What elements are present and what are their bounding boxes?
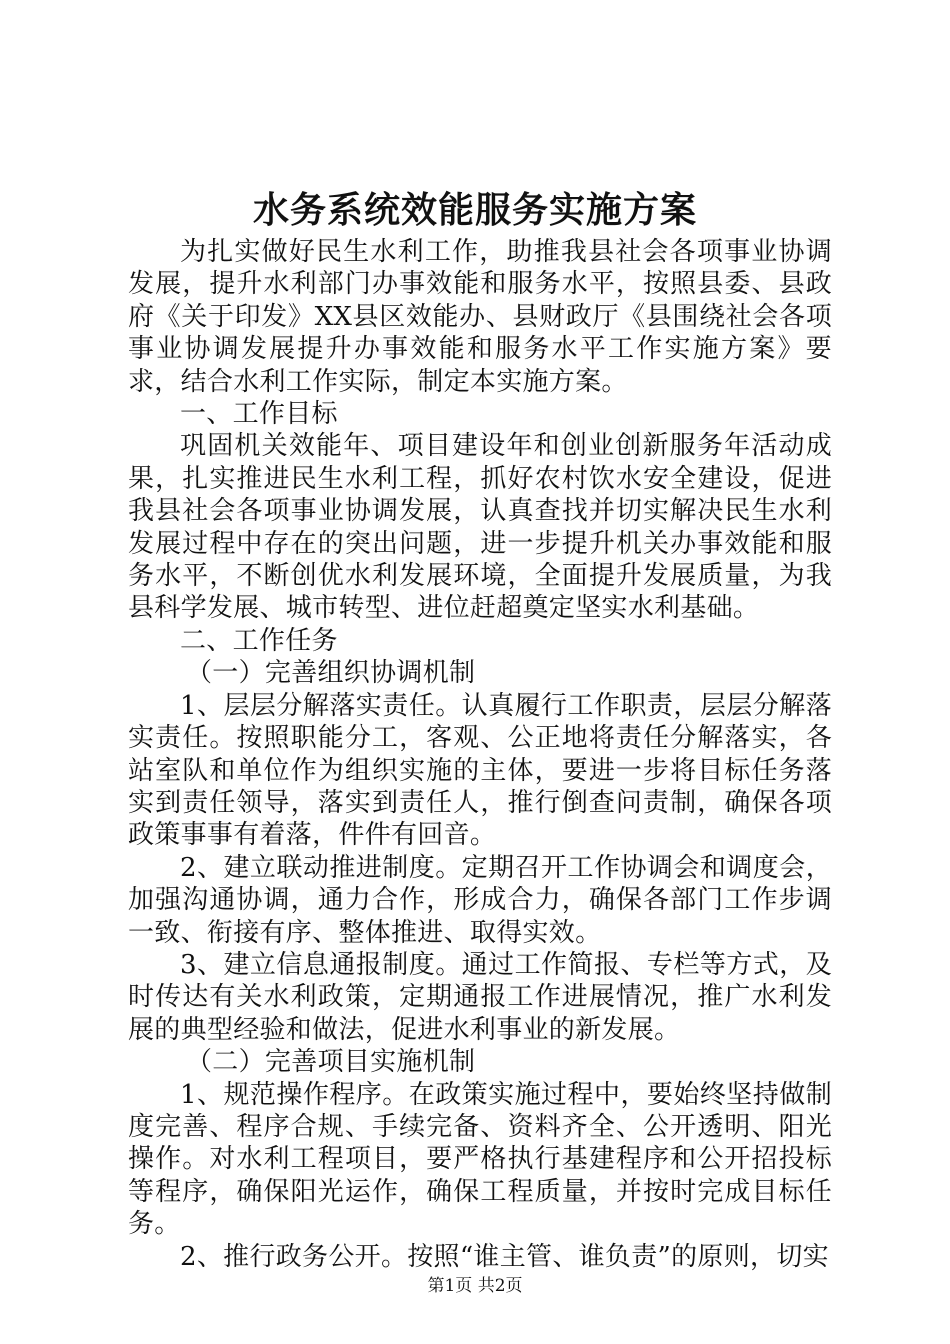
- intro-paragraph: 为扎实做好民生水利工作，助推我县社会各项事业协调发展，提升水利部门办事效能和服务水平，按照县委、县政府《关于印发》XX县区效能办、县财政厅《县围绕社会各项事业协调发展提升办事效能和服务水平工作实施方案》要求，结合水利工作实际，制定本实施方案。: [128, 237, 832, 397]
- task-paragraph-procedure: 1、规范操作程序。在政策实施过程中，要始终坚持做制度完善、程序合规、手续完备、资料齐全、公开透明、阳光操作。对水利工程项目，要严格执行基建程序和公开招投标等程序，确保阳光运作，确保工程质量，并按时完成目标任务。: [128, 1079, 832, 1240]
- subsection-heading-implementation: （二）完善项目实施机制: [186, 1047, 476, 1078]
- section-heading-goals: 一、工作目标: [180, 399, 338, 430]
- subsection-heading-coordination: （一）完善组织协调机制: [186, 658, 476, 689]
- section-heading-tasks: 二、工作任务: [180, 625, 338, 656]
- task-paragraph-openness: 2、推行政务公开。按照“谁主管、谁负责”的原则，切实: [180, 1241, 829, 1272]
- document-body: [128, 236, 832, 1273]
- task-paragraph-linkage: 2、建立联动推进制度。定期召开工作协调会和调度会，加强沟通协调，通力合作，形成合力，确保各部门工作步调一致、衔接有序、整体推进、取得实效。: [128, 852, 832, 948]
- task-paragraph-information: 3、建立信息通报制度。通过工作简报、专栏等方式，及时传达有关水利政策，定期通报工作进展情况，推广水利发展的典型经验和做法，促进水利事业的新发展。: [128, 949, 832, 1045]
- document-title: 水务系统效能服务实施方案: [252, 189, 697, 231]
- goals-paragraph: 巩固机关效能年、项目建设年和创业创新服务年活动成果，扎实推进民生水利工程，抓好农村饮水安全建设，促进我县社会各项事业协调发展，认真查找并切实解决民生水利发展过程中存在的突出问题，进一步提升机关办事效能和服务水平，不断创优水利发展环境，全面提升发展质量，为我县科学发展、城市转型、进位赶超奠定坚实水利基础。: [128, 431, 832, 624]
- task-paragraph-responsibility: 1、层层分解落实责任。认真履行工作职责，层层分解落实责任。按照职能分工，客观、公正地将责任分解落实，各站室队和单位作为组织实施的主体，要进一步将目标任务落实到责任领导，落实到责任人，推行倒查问责制，确保各项政策事事有着落，件件有回音。: [128, 690, 832, 851]
- page-footer: 第1页 共2页: [427, 1276, 523, 1296]
